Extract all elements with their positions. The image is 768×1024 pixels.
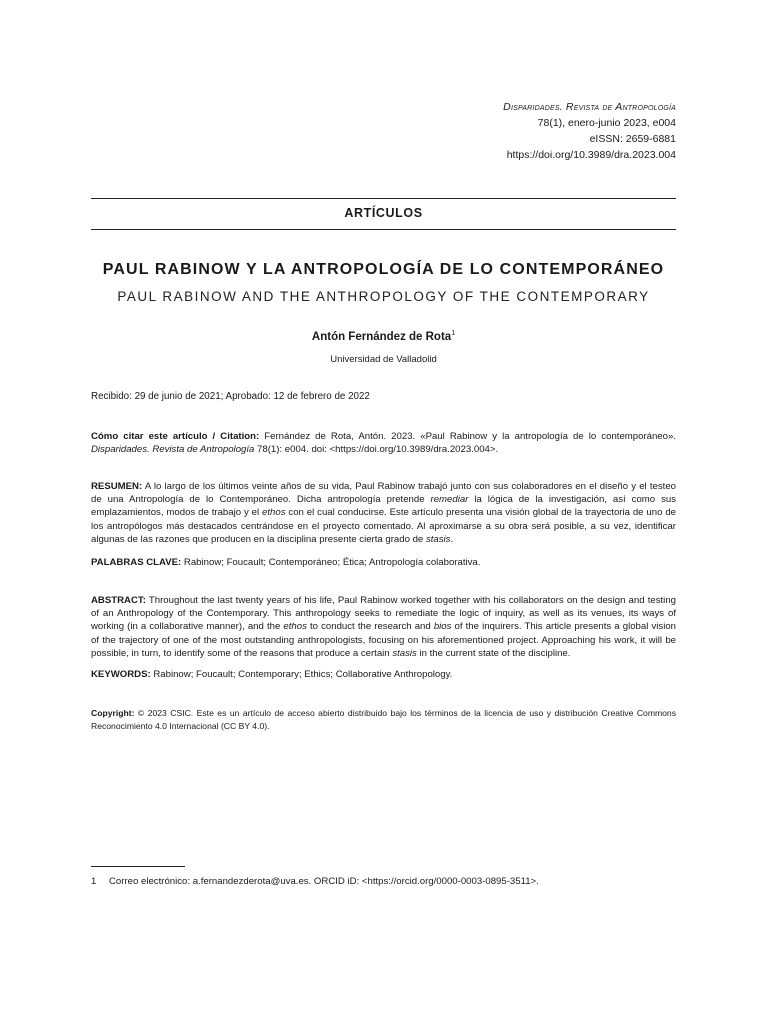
- keywords-es-block: [91, 556, 676, 569]
- abstract-text-3: of the inquirers. This article presents a global vision of the trajectory of one of the most outstanding anthropologists, focusing on his aforementioned project. Approaching his work, it will be possible, in turn, to identify some of the reasons that produce a certain: [91, 621, 676, 659]
- section-heading: ARTÍCULOS: [344, 206, 423, 220]
- citation-rest: 78(1): e004. doi: <https://doi.org/10.3989/dra.2023.004>.: [254, 444, 499, 456]
- author-footnote-mark[interactable]: 1: [451, 330, 456, 337]
- keywords-es-label: PALABRAS CLAVE:: [91, 557, 182, 568]
- resumen-block: [91, 480, 676, 546]
- footnote-rule: [91, 866, 185, 867]
- abstract-label: ABSTRACT:: [91, 595, 146, 606]
- copyright-block: [91, 707, 676, 732]
- article-first-page: [91, 0, 676, 1024]
- author-name: Antón Fernández de Rota: [311, 330, 452, 343]
- citation-label: Cómo citar este artículo / Citation:: [91, 431, 260, 442]
- abstract-block: [91, 594, 676, 660]
- journal-eissn: eISSN: 2659-6881: [589, 133, 676, 145]
- article-title-es: PAUL RABINOW Y LA ANTROPOLOGÍA DE LO CONTEMPORÁNEO: [102, 261, 665, 278]
- abstract-text-4: in the current state of the discipline.: [416, 647, 571, 659]
- resumen-text-4: .: [450, 533, 454, 545]
- journal-issue: 78(1), enero-junio 2023, e004: [537, 117, 676, 129]
- footnote: [91, 876, 676, 887]
- abstract-italic-3: stasis: [392, 647, 417, 659]
- copyright-text: © 2023 CSIC. Este es un artículo de acceso abierto distribuido bajo los términos de la licencia de uso y distribución Creative Commons Reconocimiento 4.0 Internacional (CC BY 4.0).: [91, 708, 676, 731]
- abstract-text-2: to conduct the research and: [306, 621, 434, 633]
- keywords-en-label: KEYWORDS:: [91, 669, 151, 680]
- author-affiliation: Universidad de Valladolid: [330, 354, 437, 365]
- resumen-text-1: A lo largo de los últimos veinte años de su vida, Paul Rabinow trabajó junto con sus colaboradores en el diseño y el testeo de una Antropología de lo Contemporáneo. Dicha antropología pretende: [91, 481, 676, 506]
- footnote-number: 1: [91, 876, 97, 887]
- copyright-label: Copyright:: [91, 708, 135, 718]
- citation-text: Fernández de Rota, Antón. 2023. «Paul Rabinow y la antropología de lo contemporáneo».: [259, 431, 676, 442]
- section-rule-bottom: [91, 229, 676, 230]
- received-dates: Recibido: 29 de junio de 2021; Aprobado: 12 de febrero de 2022: [91, 391, 370, 402]
- article-title-en: PAUL RABINOW AND THE ANTHROPOLOGY OF THE CONTEMPORARY: [117, 289, 650, 304]
- journal-header: [503, 99, 676, 163]
- resumen-text-3: con el cual conducirse. Este artículo presenta una visión global de la trayectoria de uno de los antropólogos más destacados centrándose en el proyecto comentado. Al aproximarse a su obra será posible, a su vez, identificar algunas de las razones que producen en la disciplina presente cierta grado de: [91, 507, 677, 545]
- resumen-label: RESUMEN:: [91, 481, 143, 492]
- resumen-text-2: la lógica de la investigación, así como sus emplazamientos, modos de trabajo y el: [91, 494, 677, 519]
- author-line: [91, 330, 676, 343]
- resumen-italic-2: ethos: [262, 507, 286, 519]
- journal-name: Disparidades. Revista de Antropología: [503, 101, 676, 113]
- resumen-italic-1: remediar: [430, 494, 469, 506]
- resumen-italic-3: stasis: [425, 533, 451, 545]
- footnote-text: Correo electrónico: a.fernandezderota@uva.es. ORCID iD: <https://orcid.org/0000-0003-0895-3511>.: [109, 876, 539, 887]
- keywords-en-text: Rabinow; Foucault; Contemporary; Ethics; Collaborative Anthropology.: [150, 669, 453, 680]
- section-rule-top: [91, 198, 676, 199]
- citation-journal: Disparidades. Revista de Antropología: [91, 444, 255, 456]
- abstract-italic-1: ethos: [283, 621, 307, 633]
- keywords-en-block: [91, 668, 676, 681]
- keywords-es-text: Rabinow; Foucault; Contemporáneo; Ética; Antropología colaborativa.: [181, 557, 481, 568]
- journal-doi-link[interactable]: https://doi.org/10.3989/dra.2023.004: [506, 149, 676, 161]
- abstract-italic-2: bios: [433, 621, 452, 633]
- citation-block: [91, 430, 676, 456]
- abstract-text-1: Throughout the last twenty years of his life, Paul Rabinow worked together with his collaborators on the design and testing of an Anthropology of the Contemporary. This anthropology seeks to remediate the logic of inquiry, as well as its venues, its ways of working (in a collaborative manner), and the: [91, 595, 676, 633]
